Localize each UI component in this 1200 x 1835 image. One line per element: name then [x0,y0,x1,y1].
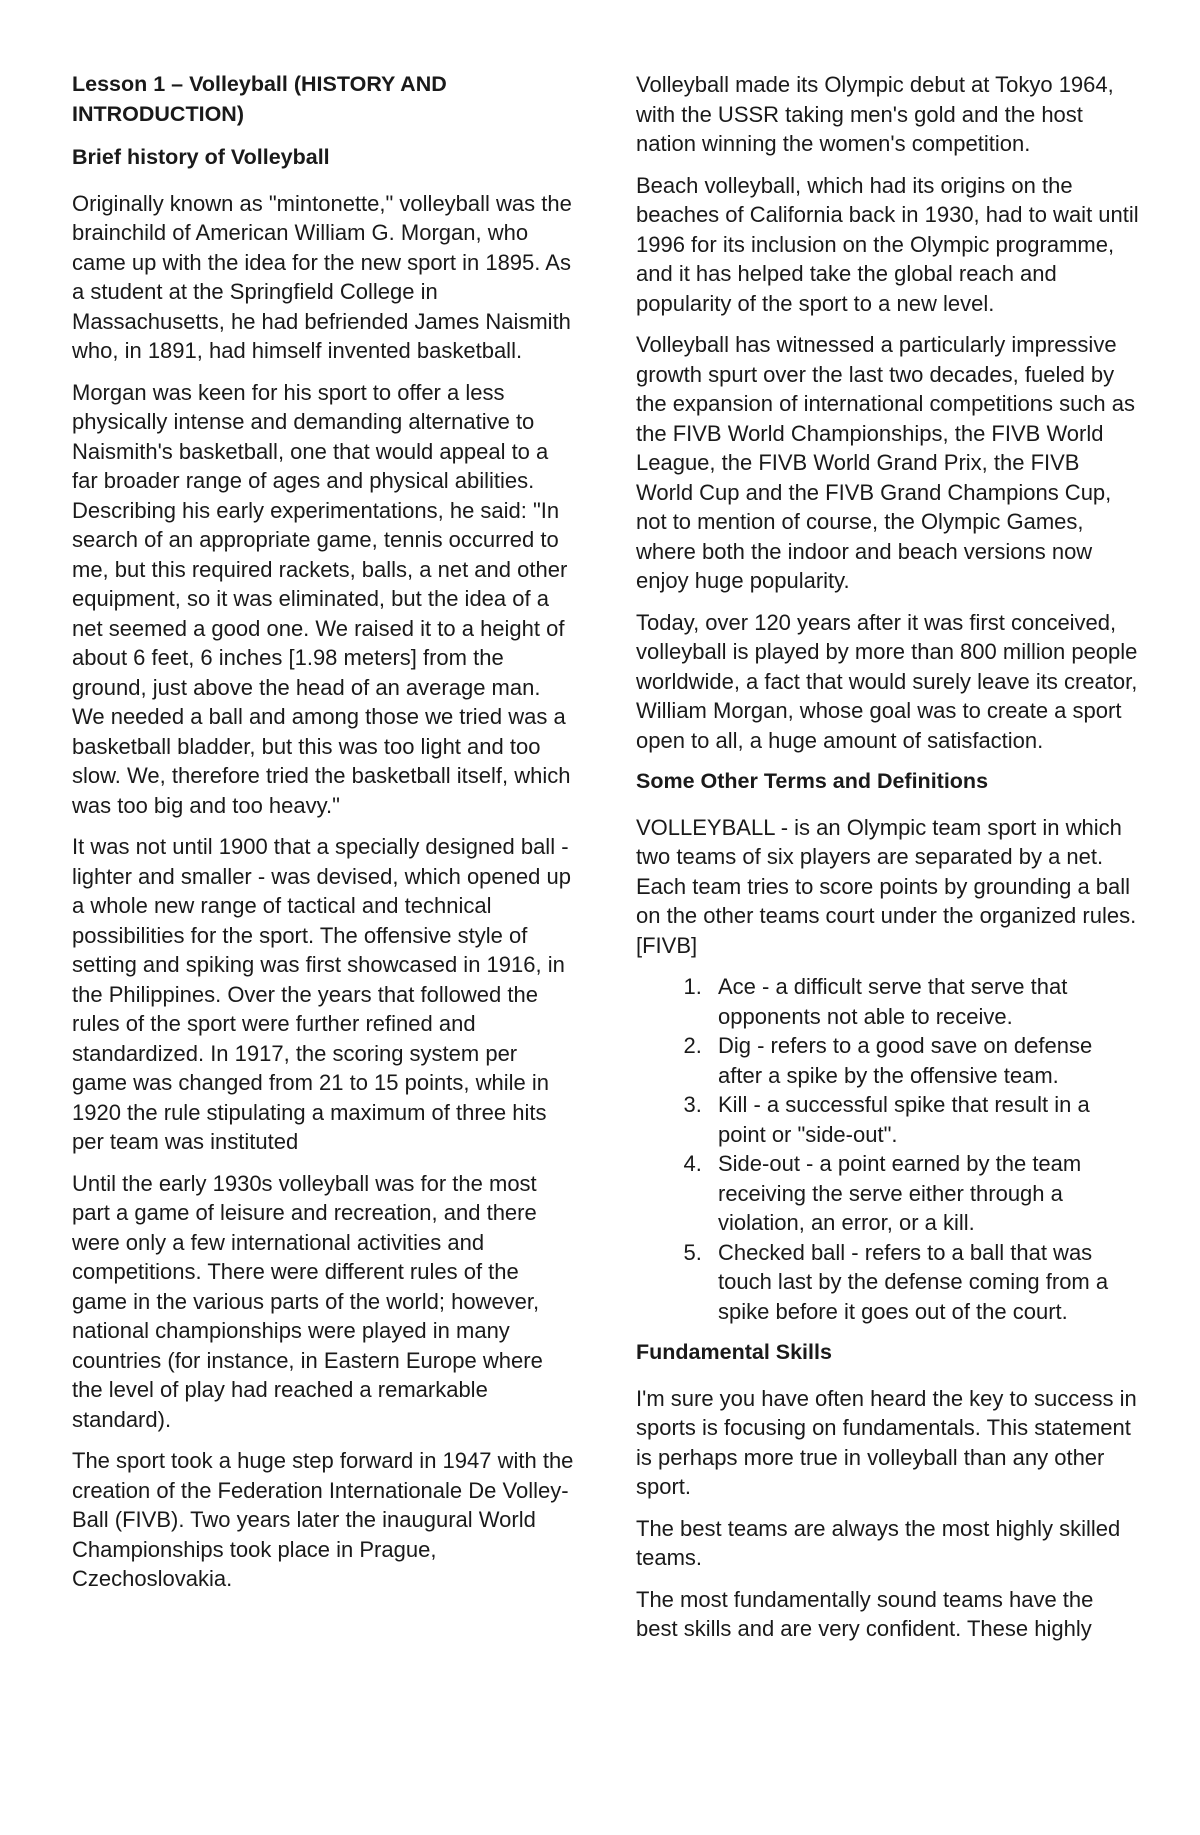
term-item: 5. Checked ball - refers to a ball that was touch last by the defense coming from a spike before it goes out of the court. [708,1238,1141,1327]
history-paragraph: Volleyball has witnessed a particularly impressive growth spurt over the last two decades, fueled by the expansion of international competitions such as the FIVB World Championships, the FIVB World League, the FIVB World Grand Prix, the FIVB World Cup and the FIVB Grand Champions Cup, not to mention of course, the Olympic Games, where both the indoor and beach versions now enjoy huge popularity. [636,332,1135,593]
right-column [636,70,1141,1656]
history-paragraph: Originally known as "mintonette," volleyball was the brainchild of American William G. Morgan, who came up with the idea for the new sport in 1895. As a student at the Springfield College in Massachusetts, he had befriended James Naismith who, in 1891, had himself invented basketball. [72,190,572,363]
history-paragraph: Volleyball made its Olympic debut at Tokyo 1964, with the USSR taking men's gold and the host nation winning the women's competition. [636,72,1114,156]
skills-paragraph: The best teams are always the most highly skilled teams. [636,1515,1121,1570]
history-paragraph: Today, over 120 years after it was first conceived, volleyball is played by more than 800 million people worldwide, a fact that would surely leave its creator, William Morgan, whose goal was to create a sport open to all, a huge amount of satisfaction. [636,609,1138,753]
history-paragraph: Until the early 1930s volleyball was for the most part a game of leisure and recreation, and there were only a few international activities and competitions. There were different rules of the game in the various parts of the world; however, national championships were played in many countries (for instance, in Eastern Europe where the level of play had reached a remarkable standard). [72,1170,543,1432]
term-item: 1. Ace - a difficult serve that serve that opponents not able to receive. [708,972,1141,1031]
skills-paragraph: I'm sure you have often heard the key to success in sports is focusing on fundamentals. This statement is perhaps more true in volleyball than any other sport. [636,1385,1137,1499]
term-item: 2. Dig - refers to a good save on defense after a spike by the offensive team. [708,1031,1141,1090]
history-paragraph: Morgan was keen for his sport to offer a less physically intense and demanding alternative to Naismith's basketball, one that would appeal to a far broader range of ages and physical abilities. Describing his early experimentations, he said: "In search of an appropriate game, tennis occurred to me, but this required rackets, balls, a net and other equipment, so it was eliminated, but the idea of a net seemed a good one. We raised it to a height of about 6 feet, 6 inches [1.98 meters] from the ground, just above the head of an average man. We needed a ball and among those we tried was a basketball bladder, but this was too light and too slow. We, therefore tried the basketball itself, which was too big and too heavy." [72,379,571,818]
history-paragraph: It was not until 1900 that a specially designed ball - lighter and smaller - was devised, which opened up a whole new range of tactical and technical possibilities for the sport. The offensive style of setting and spiking was first showcased in 1916, in the Philippines. Over the years that followed the rules of the sport were further refined and standardized. In 1917, the scoring system per game was changed from 21 to 15 points, while in 1920 the rule stipulating a maximum of three hits per team was instituted [72,834,571,1154]
skills-heading: Fundamental Skills [636,1340,832,1364]
term-item: 3. Kill - a successful spike that result in a point or "side-out". [708,1090,1141,1149]
volleyball-definition: VOLLEYBALL - is an Olympic team sport in which two teams of six players are separated by a net. Each team tries to score points by grounding a ball on the other teams court under the organized rules. [FIVB] [636,814,1137,958]
left-column [72,70,577,1606]
terms-heading: Some Other Terms and Definitions [636,769,989,793]
history-paragraph: The sport took a huge step forward in 1947 with the creation of the Federation Internationale De Volley-Ball (FIVB). Two years later the inaugural World Championships took place in Prague, Czechoslovakia. [72,1448,574,1591]
history-paragraph: Beach volleyball, which had its origins on the beaches of California back in 1930, had to wait until 1996 for its inclusion on the Olympic programme, and it has helped take the global reach and popularity of the sport to a new level. [636,172,1139,316]
lesson-title: Lesson 1 – Volleyball (HISTORY AND INTRODUCTION) [72,72,447,126]
terms-list [636,972,1141,1326]
skills-paragraph: The most fundamentally sound teams have the best skills and are very confident. These highly [636,1586,1094,1641]
history-heading: Brief history of Volleyball [72,145,330,169]
term-item: 4. Side-out - a point earned by the team receiving the serve either through a violation, an error, or a kill. [708,1149,1141,1238]
